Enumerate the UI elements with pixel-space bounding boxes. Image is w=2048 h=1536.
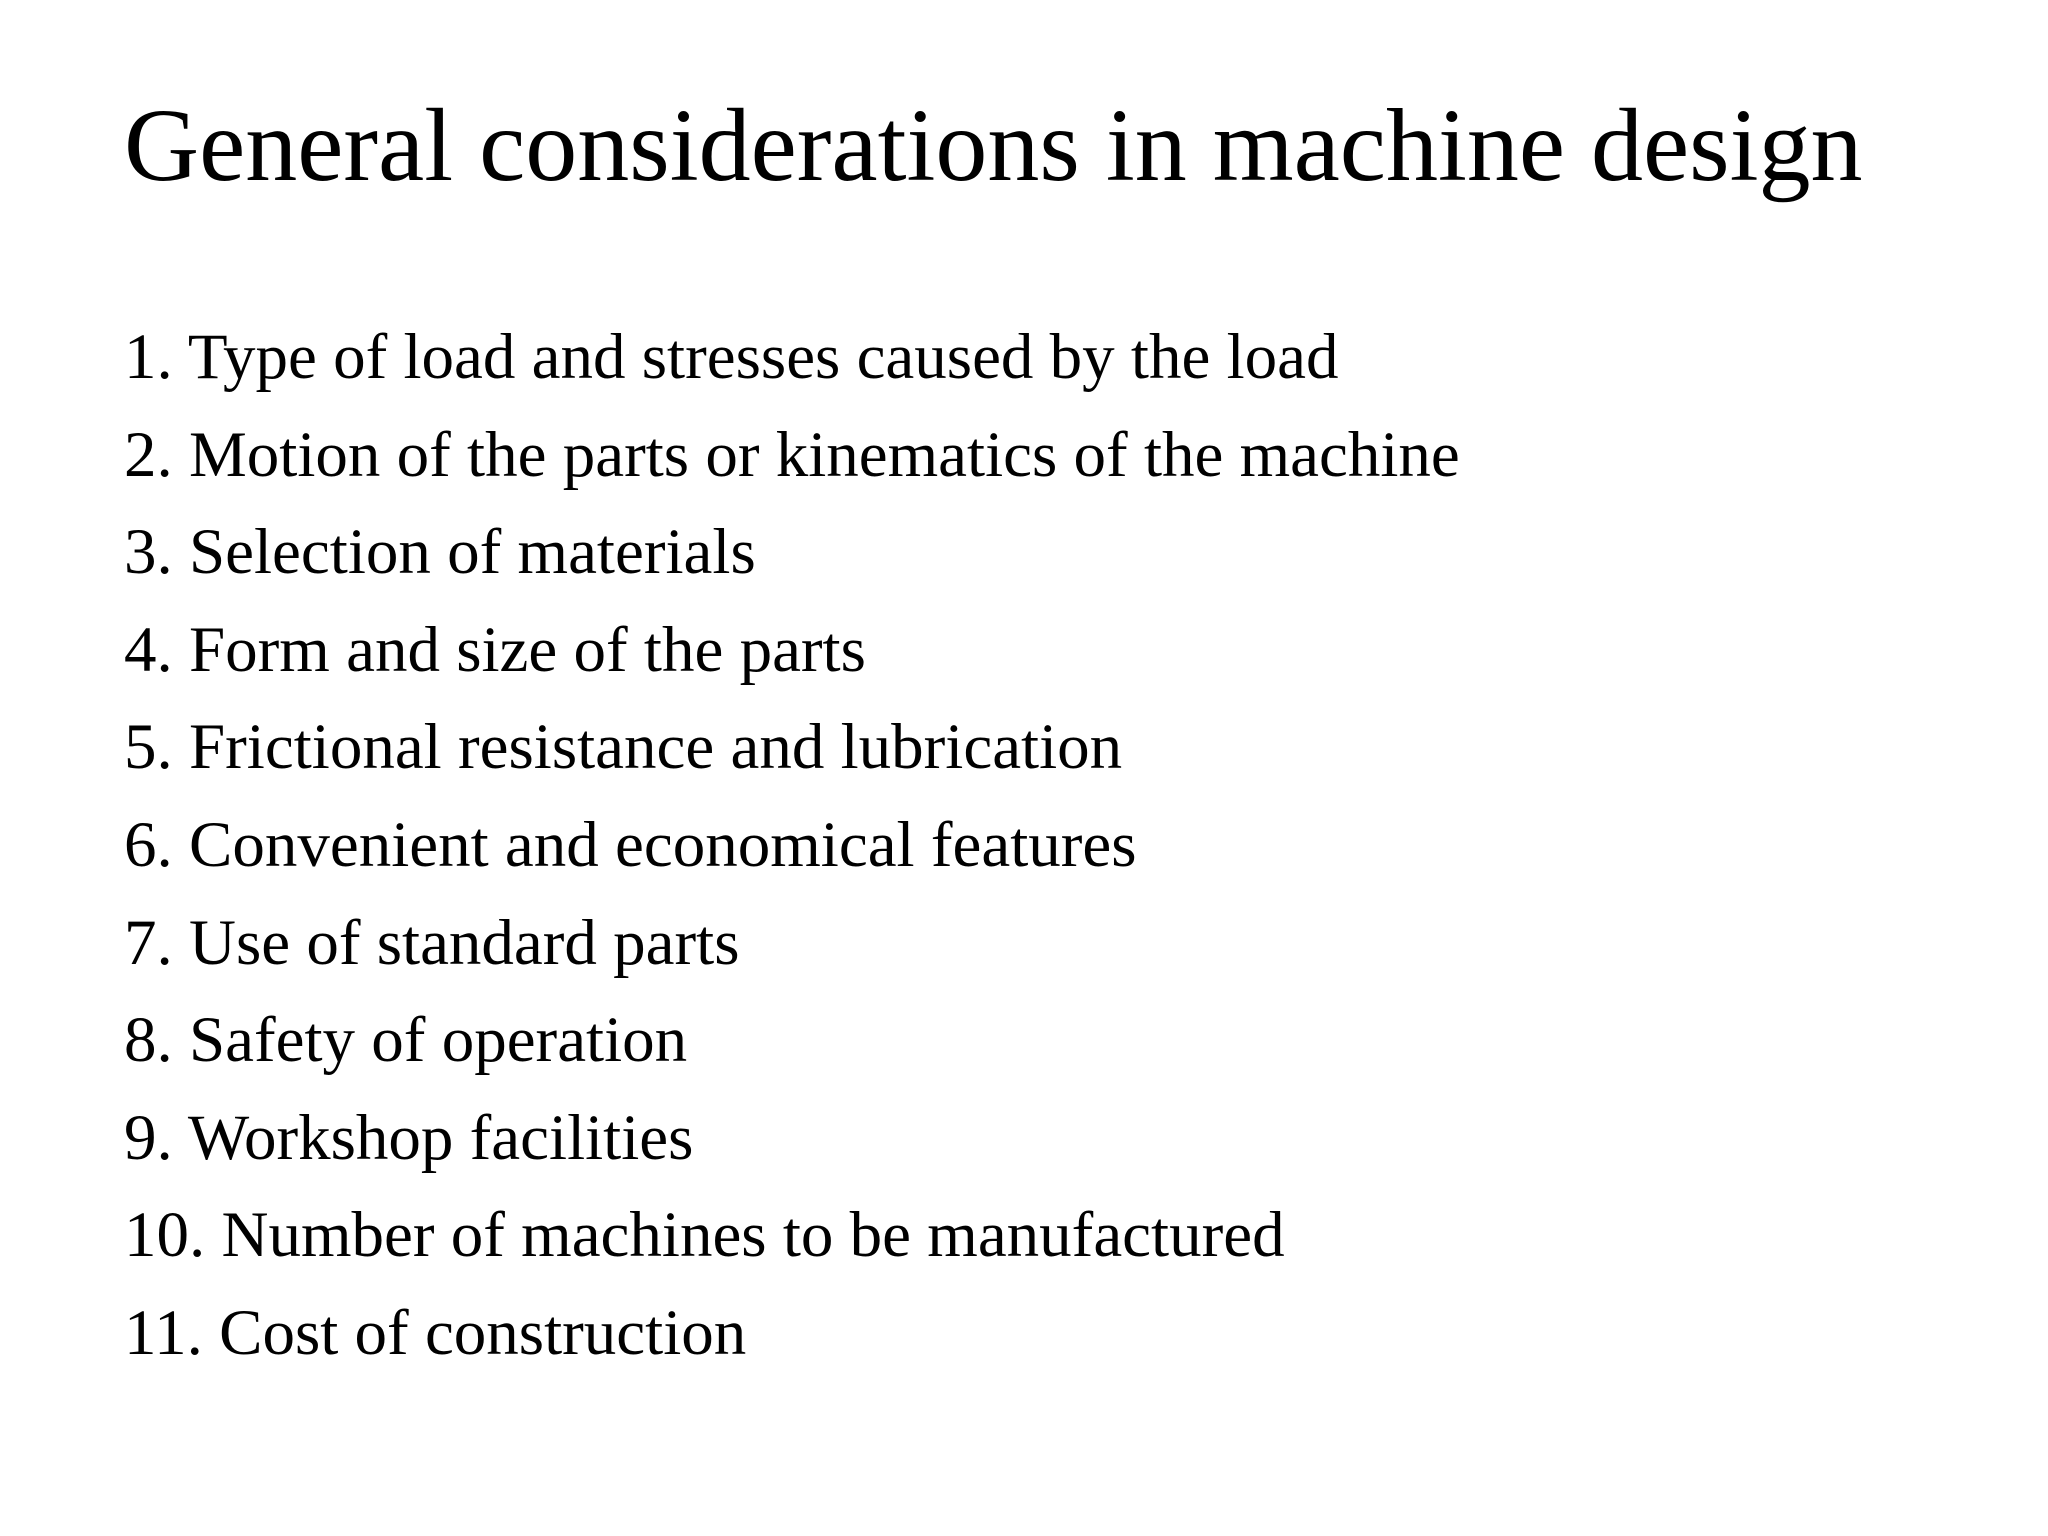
list-item: 3. Selection of materials (124, 516, 756, 589)
list-item: 11. Cost of construction (124, 1296, 747, 1369)
list-item: 5. Frictional resistance and lubrication (124, 711, 1123, 784)
list-item: 10. Number of machines to be manufactured (124, 1199, 1285, 1272)
list-item: 7. Use of standard parts (124, 906, 740, 979)
list-item: 4. Form and size of the parts (124, 613, 866, 686)
list-item: 9. Workshop facilities (124, 1101, 694, 1174)
considerations-list (124, 318, 1460, 1392)
list-item: 2. Motion of the parts or kinematics of the machine (124, 418, 1460, 491)
list-item: 6. Convenient and economical features (124, 808, 1137, 881)
list-item: 1. Type of load and stresses caused by the load (124, 321, 1339, 393)
slide-title: General considerations in machine design (124, 88, 1863, 203)
list-item: 8. Safety of operation (124, 1004, 688, 1077)
